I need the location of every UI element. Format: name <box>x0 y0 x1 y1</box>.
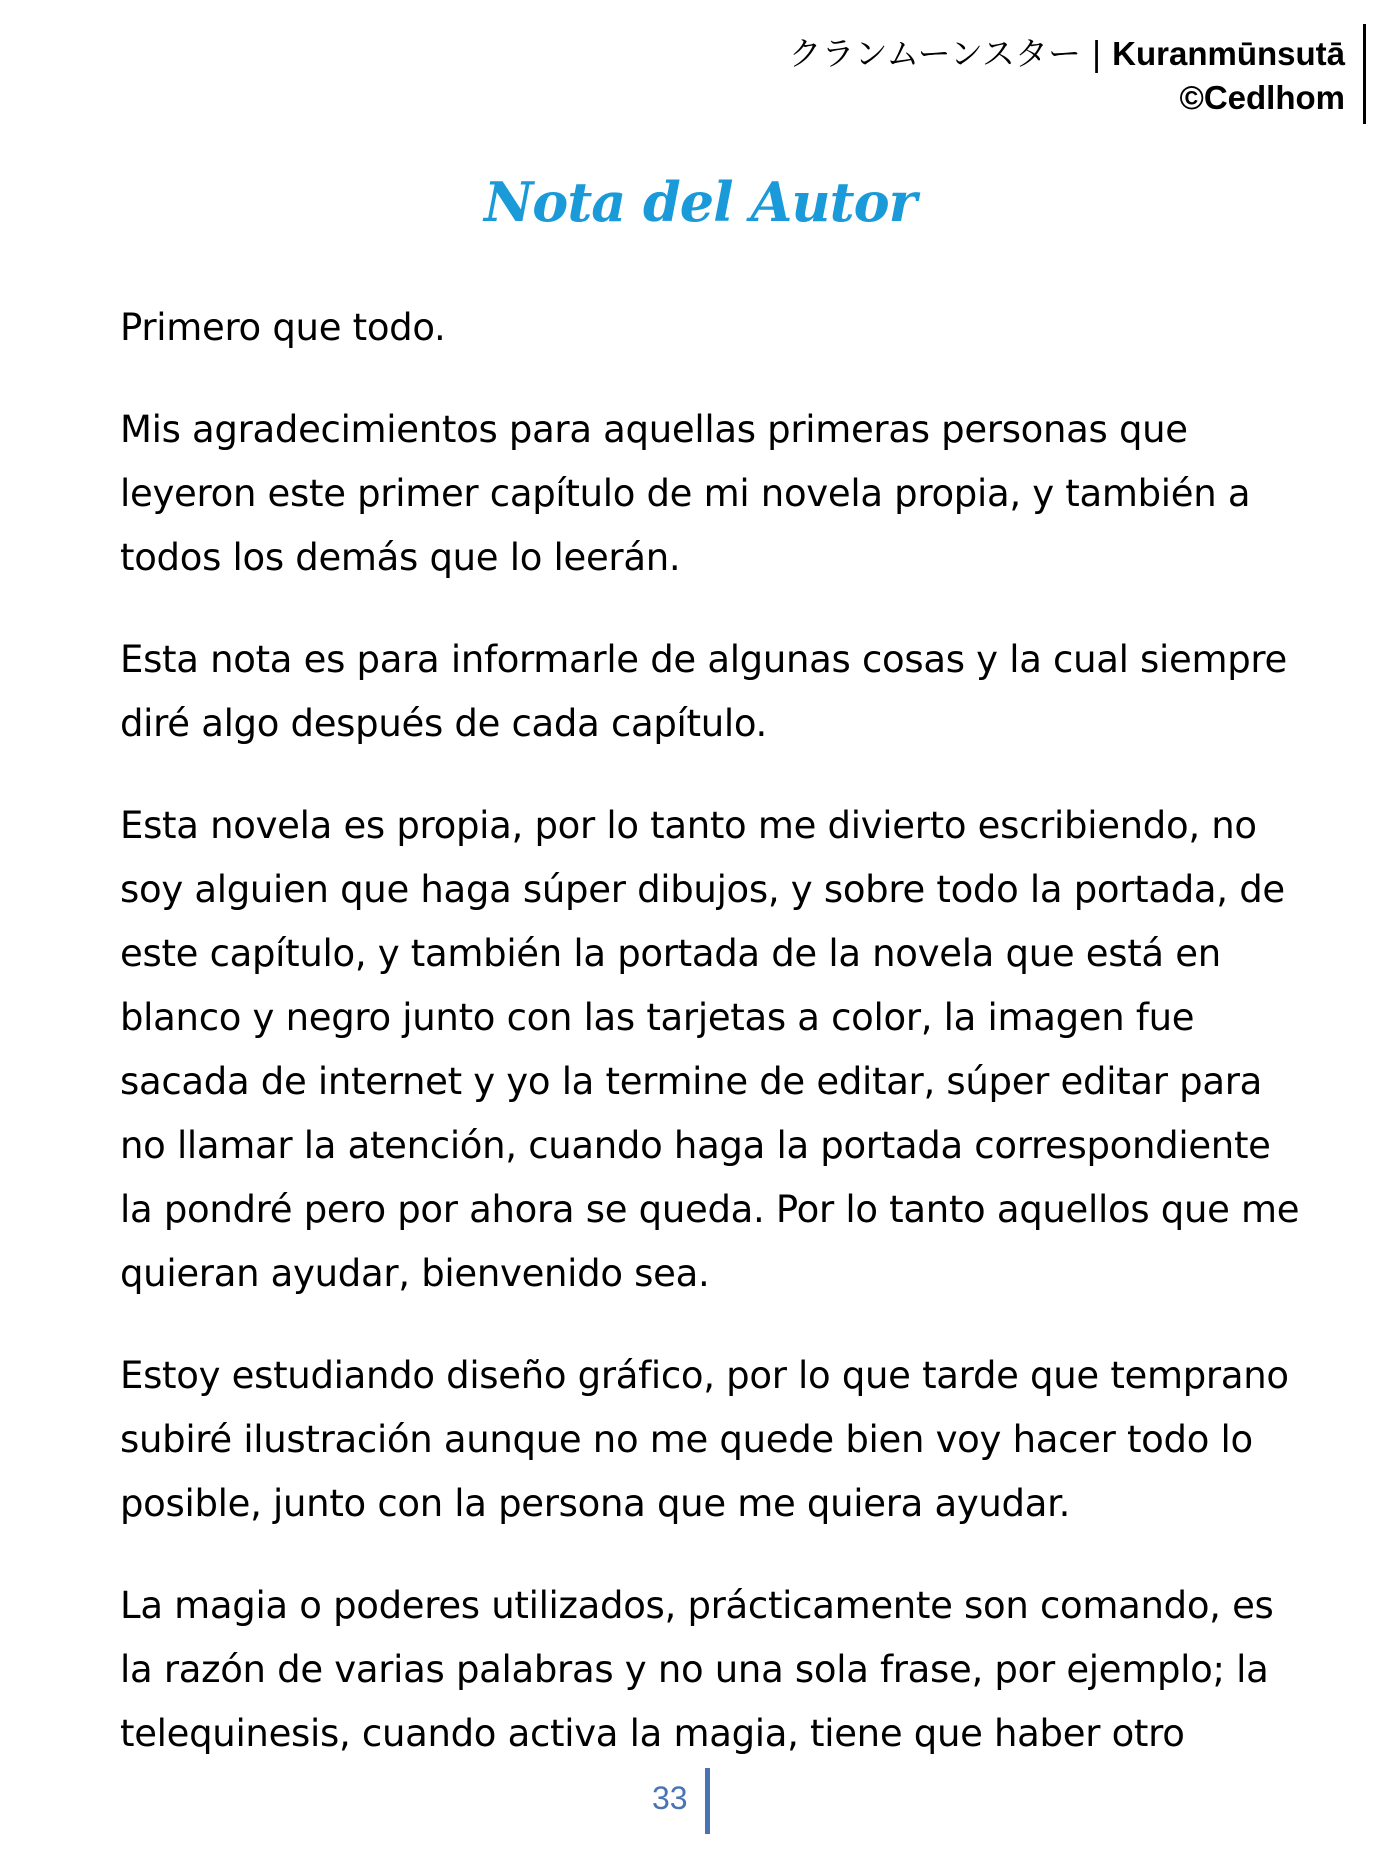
paragraph: Estoy estudiando diseño gráfico, por lo que tarde que temprano subiré ilustración aunque no me quede bien voy hacer todo lo posible, junto con la persona que me quiera ayudar. <box>120 1354 1289 1525</box>
page-title: Nota del Autor <box>483 170 917 234</box>
header-vertical-rule <box>1363 24 1366 124</box>
paragraph: Primero que todo. <box>120 306 446 349</box>
header-title-japanese: クランムーンスター <box>788 34 1082 73</box>
header-separator: | <box>1091 34 1103 73</box>
header-title-line <box>789 28 1345 75</box>
paragraph: La magia o poderes utilizados, prácticamente son comando, es la razón de varias palabras y no una sola frase, por ejemplo; la telequinesis, cuando activa la magia, tiene que haber otro <box>120 1584 1274 1755</box>
body-text <box>120 296 1310 1804</box>
page-number-bar <box>705 1768 710 1834</box>
running-header <box>700 24 1400 124</box>
paragraph: Esta novela es propia, por lo tanto me divierto escribiendo, no soy alguien que haga súper dibujos, y sobre todo la portada, de este capítulo, y también la portada de la novela que está en blanco y negro junto con las tarjetas a color, la imagen fue sacada de internet y yo la termine de editar, súper editar para no llamar la atención, cuando haga la portada correspondiente la pondré pero por ahora se queda. Por lo tanto aquellos que me quieran ayudar, bienvenido sea. <box>120 804 1300 1295</box>
header-copyright: ©Cedlhom <box>1179 79 1345 116</box>
paragraph: Mis agradecimientos para aquellas primeras personas que leyeron este primer capítulo de mi novela propia, y también a todos los demás que lo leerán. <box>120 408 1251 579</box>
paragraph: Esta nota es para informarle de algunas cosas y la cual siempre diré algo después de cada capítulo. <box>120 638 1287 745</box>
page-number: 33 <box>652 1780 688 1816</box>
header-title-romaji: Kuranmūnsutā <box>1112 35 1345 72</box>
